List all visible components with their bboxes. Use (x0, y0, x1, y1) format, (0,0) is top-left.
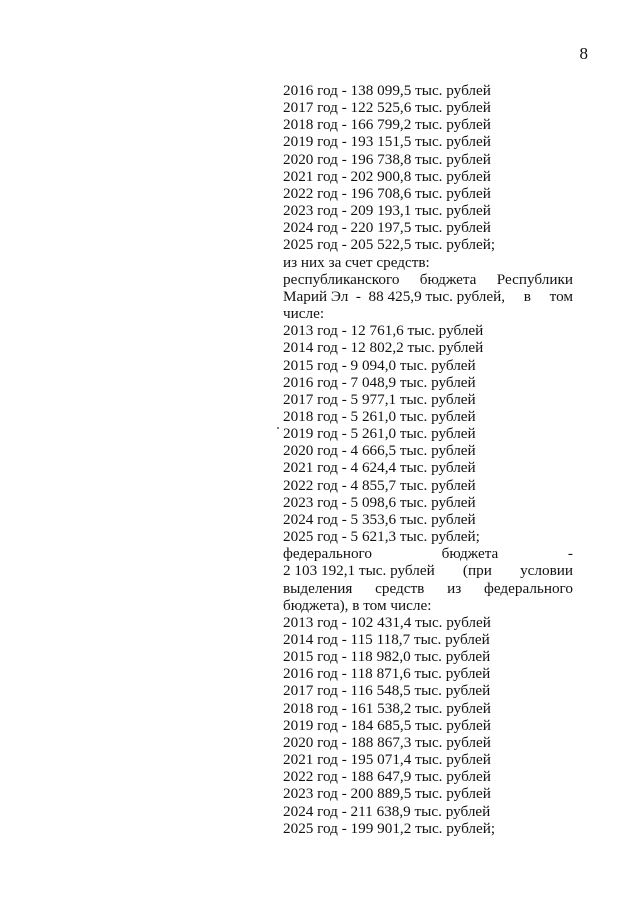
heading-word: из (447, 579, 462, 597)
funding-year-line: 2024 год - 5 353,6 тыс. рублей (283, 510, 476, 528)
funding-year-line: 2019 год - 5 261,0 тыс. рублей (283, 425, 476, 443)
federal-budget-heading-line-3 (283, 580, 573, 597)
funding-year-line: 2022 год - 4 855,7 тыс. рублей (283, 476, 476, 494)
federal-budget-heading-line-1 (283, 545, 573, 562)
funding-year-line: 2019 год - 184 685,5 тыс. рублей (283, 716, 491, 734)
page-number: 8 (579, 44, 588, 63)
funding-year-line: 2021 год - 202 900,8 тыс. рублей (283, 167, 491, 185)
funding-text-block (283, 82, 573, 837)
funding-year-line: 2025 год - 5 621,3 тыс. рублей; (283, 528, 480, 546)
funding-year-line: 2018 год - 166 799,2 тыс. рублей (283, 116, 491, 134)
federal-budget-section (283, 545, 573, 837)
republic-budget-heading-line-1 (283, 271, 573, 288)
funding-year-line: 2013 год - 12 761,6 тыс. рублей (283, 322, 484, 340)
heading-word: Марий Эл - 88 425,9 тыс. рублей, (283, 287, 506, 305)
republic-budget-heading-line-3: числе: (283, 305, 325, 323)
funding-year-line: 2014 год - 12 802,2 тыс. рублей (283, 339, 484, 357)
funding-year-line: 2025 год - 205 522,5 тыс. рублей; (283, 236, 496, 254)
funding-year-line: 2021 год - 195 071,4 тыс. рублей (283, 751, 491, 769)
funding-year-line: 2018 год - 5 261,0 тыс. рублей (283, 407, 476, 425)
funding-year-line: 2018 год - 161 538,2 тыс. рублей (283, 699, 491, 717)
funding-year-line: 2014 год - 115 118,7 тыс. рублей (283, 631, 490, 648)
funding-year-line: 2022 год - 196 708,6 тыс. рублей (283, 184, 491, 202)
funding-year-line: 2024 год - 211 638,9 тыс. рублей (283, 802, 491, 820)
heading-word: выделения (283, 579, 353, 597)
funding-year-line: 2020 год - 188 867,3 тыс. рублей (283, 733, 491, 751)
heading-word: федерального (283, 545, 372, 563)
heading-word: федерального (484, 579, 573, 597)
heading-word: 2 103 192,1 тыс. рублей (283, 562, 435, 580)
heading-word: в (523, 287, 531, 305)
funding-year-line: 2020 год - 4 666,5 тыс. рублей (283, 442, 476, 460)
heading-word: том (549, 287, 573, 305)
funding-year-line: 2023 год - 200 889,5 тыс. рублей (283, 785, 491, 803)
funding-year-line: 2015 год - 118 982,0 тыс. рублей (283, 648, 491, 666)
funding-year-line: 2016 год - 118 871,6 тыс. рублей (283, 665, 491, 683)
heading-word: бюджета (441, 545, 499, 563)
heading-word: Республики (496, 270, 573, 288)
funding-year-line: 2017 год - 122 525,6 тыс. рублей (283, 99, 491, 117)
funding-year-line: 2016 год - 138 099,5 тыс. рублей (283, 82, 491, 99)
funding-year-line: 2020 год - 196 738,8 тыс. рублей (283, 150, 491, 168)
funding-year-line: 2017 год - 5 977,1 тыс. рублей (283, 390, 476, 408)
funding-year-line: 2023 год - 5 098,6 тыс. рублей (283, 493, 476, 511)
funding-year-line: 2024 год - 220 197,5 тыс. рублей (283, 219, 491, 237)
funding-year-line: 2013 год - 102 431,4 тыс. рублей (283, 613, 491, 631)
federal-budget-heading-line-2 (283, 562, 573, 579)
funding-year-line: 2023 год - 209 193,1 тыс. рублей (283, 202, 491, 220)
republic-budget-section (283, 271, 573, 546)
funding-year-line: 2016 год - 7 048,9 тыс. рублей (283, 373, 476, 391)
funding-year-line: 2019 год - 193 151,5 тыс. рублей (283, 133, 491, 151)
sources-heading: из них за счет средств: (283, 253, 430, 271)
federal-budget-heading-line-4: бюджета), в том числе: (283, 596, 432, 614)
intro-years-list (283, 82, 573, 254)
heading-word: средств (375, 579, 425, 597)
republic-budget-heading-line-2 (283, 288, 573, 305)
funding-year-line: 2022 год - 188 647,9 тыс. рублей (283, 768, 491, 786)
scan-speck (277, 427, 279, 429)
funding-year-line: 2025 год - 199 901,2 тыс. рублей; (283, 819, 496, 837)
heading-word: республиканского (283, 270, 400, 288)
heading-word: бюджета (419, 270, 477, 288)
heading-word: (при (462, 562, 492, 580)
funding-year-line: 2021 год - 4 624,4 тыс. рублей (283, 459, 476, 477)
funding-year-line: 2015 год - 9 094,0 тыс. рублей (283, 356, 476, 374)
heading-word: - (567, 545, 573, 563)
funding-year-line: 2017 год - 116 548,5 тыс. рублей (283, 682, 491, 700)
heading-word: условии (520, 562, 573, 580)
